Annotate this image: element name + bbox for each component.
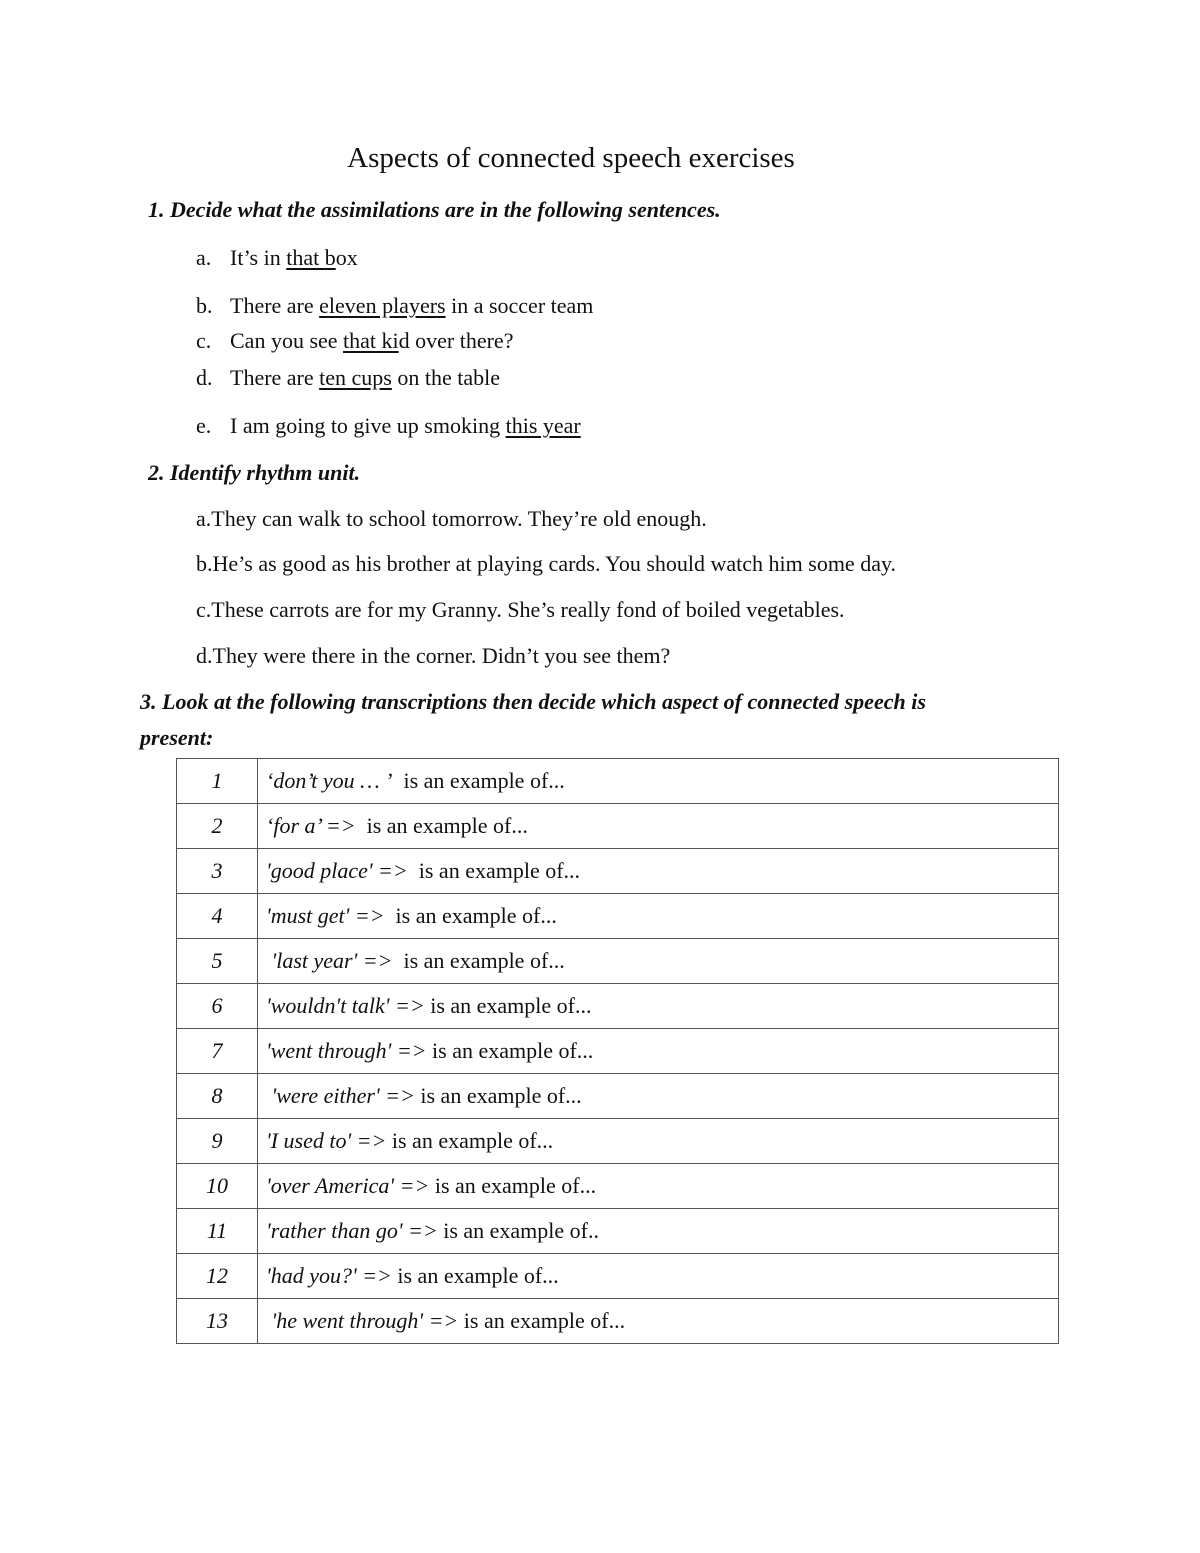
item-underlined-text: that b xyxy=(286,245,336,270)
row-phrase: 'rather than go' => xyxy=(266,1218,438,1243)
table-row xyxy=(177,759,1059,804)
item-letter: a. xyxy=(196,506,212,531)
row-phrase: 'over America' => xyxy=(266,1173,430,1198)
item-letter: b. xyxy=(196,293,213,318)
item-text: They can walk to school tomorrow. They’re old enough. xyxy=(211,506,707,531)
item-letter: c. xyxy=(196,597,212,622)
section-1-item-d xyxy=(196,363,500,393)
row-phrase: 'had you?' => xyxy=(266,1263,392,1288)
section-1-item-a xyxy=(196,243,358,273)
section-2-item-a xyxy=(196,504,707,534)
item-text-after: in a soccer team xyxy=(445,293,594,318)
table-row xyxy=(177,894,1059,939)
row-content xyxy=(258,984,1059,1029)
row-phrase: 'he went through' => xyxy=(266,1308,459,1333)
row-number: 10 xyxy=(177,1164,258,1209)
transcriptions-table xyxy=(176,758,1059,1344)
row-content xyxy=(258,1209,1059,1254)
section-1-item-e xyxy=(196,411,581,441)
item-underlined-text: eleven players xyxy=(319,293,446,318)
row-number: 5 xyxy=(177,939,258,984)
item-text-before: There are xyxy=(230,365,320,390)
item-text-before: Can you see xyxy=(230,328,344,353)
section-1-item-b xyxy=(196,291,593,321)
item-text-before: It’s in xyxy=(230,245,287,270)
row-prompt: is an example of... xyxy=(414,1083,582,1108)
item-text-before: I am going to give up smoking xyxy=(230,413,506,438)
row-phrase: 'last year' => xyxy=(266,948,393,973)
table-row xyxy=(177,1254,1059,1299)
row-prompt: is an example of... xyxy=(426,1038,594,1063)
row-phrase: 'I used to' => xyxy=(266,1128,387,1153)
item-letter: b. xyxy=(196,551,213,576)
row-content xyxy=(258,1299,1059,1344)
item-letter: c. xyxy=(196,328,212,353)
item-text: These carrots are for my Granny. She’s really fond of boiled vegetables. xyxy=(211,597,845,622)
row-number: 7 xyxy=(177,1029,258,1074)
row-phrase: 'were either' => xyxy=(266,1083,415,1108)
item-letter: d. xyxy=(196,643,213,668)
table-row xyxy=(177,849,1059,894)
table-row xyxy=(177,1119,1059,1164)
item-letter: a. xyxy=(196,245,212,270)
section-3-heading-line-2: present: xyxy=(140,725,214,750)
row-number: 8 xyxy=(177,1074,258,1119)
row-phrase: ‘for a’ => xyxy=(266,813,356,838)
row-prompt: is an example of... xyxy=(458,1308,626,1333)
table-row xyxy=(177,1209,1059,1254)
row-content xyxy=(258,1164,1059,1209)
item-letter: d. xyxy=(196,365,213,390)
section-1-item-c xyxy=(196,326,513,356)
item-underlined-text: ten cups xyxy=(319,365,392,390)
row-prompt: is an example of... xyxy=(407,858,581,883)
section-1-heading: 1. Decide what the assimilations are in the following sentences. xyxy=(148,197,721,222)
row-content xyxy=(258,1119,1059,1164)
row-prompt: is an example of... xyxy=(392,948,565,973)
table-row xyxy=(177,1299,1059,1344)
row-content xyxy=(258,804,1059,849)
item-text: They were there in the corner. Didn’t you see them? xyxy=(212,643,671,668)
row-prompt: is an example of... xyxy=(424,993,592,1018)
item-underlined-text: this year xyxy=(505,413,581,438)
row-prompt: is an example of.. xyxy=(437,1218,600,1243)
row-prompt: is an example of... xyxy=(429,1173,597,1198)
row-content xyxy=(258,849,1059,894)
row-phrase: 'must get' => xyxy=(266,903,385,928)
table-row xyxy=(177,1029,1059,1074)
item-text-after: on the table xyxy=(391,365,500,390)
table-row xyxy=(177,1164,1059,1209)
item-letter: e. xyxy=(196,413,212,438)
row-phrase: 'wouldn't talk' => xyxy=(266,993,425,1018)
section-2-item-d xyxy=(196,641,670,671)
row-number: 13 xyxy=(177,1299,258,1344)
item-text-before: There are xyxy=(230,293,320,318)
item-text-after: ox xyxy=(335,245,358,270)
row-number: 12 xyxy=(177,1254,258,1299)
row-content xyxy=(258,894,1059,939)
item-underlined-text: that ki xyxy=(343,328,399,353)
row-content xyxy=(258,759,1059,804)
page-title: Aspects of connected speech exercises xyxy=(347,142,795,174)
item-text: He’s as good as his brother at playing cards. You should watch him some day. xyxy=(212,551,897,576)
row-number: 1 xyxy=(177,759,258,804)
row-prompt: is an example of... xyxy=(391,1263,559,1288)
row-phrase: 'good place' => xyxy=(266,858,408,883)
row-phrase: ‘don’t you … ’ xyxy=(266,768,393,793)
row-content xyxy=(258,1029,1059,1074)
row-prompt: is an example of... xyxy=(384,903,557,928)
table-row xyxy=(177,939,1059,984)
section-2-item-b xyxy=(196,549,896,579)
row-number: 3 xyxy=(177,849,258,894)
section-2-heading: 2. Identify rhythm unit. xyxy=(148,460,361,485)
section-3-heading-line-1: 3. Look at the following transcriptions then decide which aspect of connected speech is xyxy=(140,689,926,714)
section-2-item-c xyxy=(196,595,845,625)
row-number: 2 xyxy=(177,804,258,849)
row-prompt: is an example of... xyxy=(386,1128,554,1153)
row-prompt: is an example of... xyxy=(355,813,528,838)
row-number: 6 xyxy=(177,984,258,1029)
row-content xyxy=(258,1254,1059,1299)
row-number: 4 xyxy=(177,894,258,939)
row-content xyxy=(258,939,1059,984)
row-phrase: 'went through' => xyxy=(266,1038,427,1063)
row-number: 11 xyxy=(177,1209,258,1254)
row-content xyxy=(258,1074,1059,1119)
item-text-after: d over there? xyxy=(398,328,514,353)
row-number: 9 xyxy=(177,1119,258,1164)
table-row xyxy=(177,1074,1059,1119)
row-prompt: is an example of... xyxy=(392,768,565,793)
table-row xyxy=(177,804,1059,849)
table-row xyxy=(177,984,1059,1029)
